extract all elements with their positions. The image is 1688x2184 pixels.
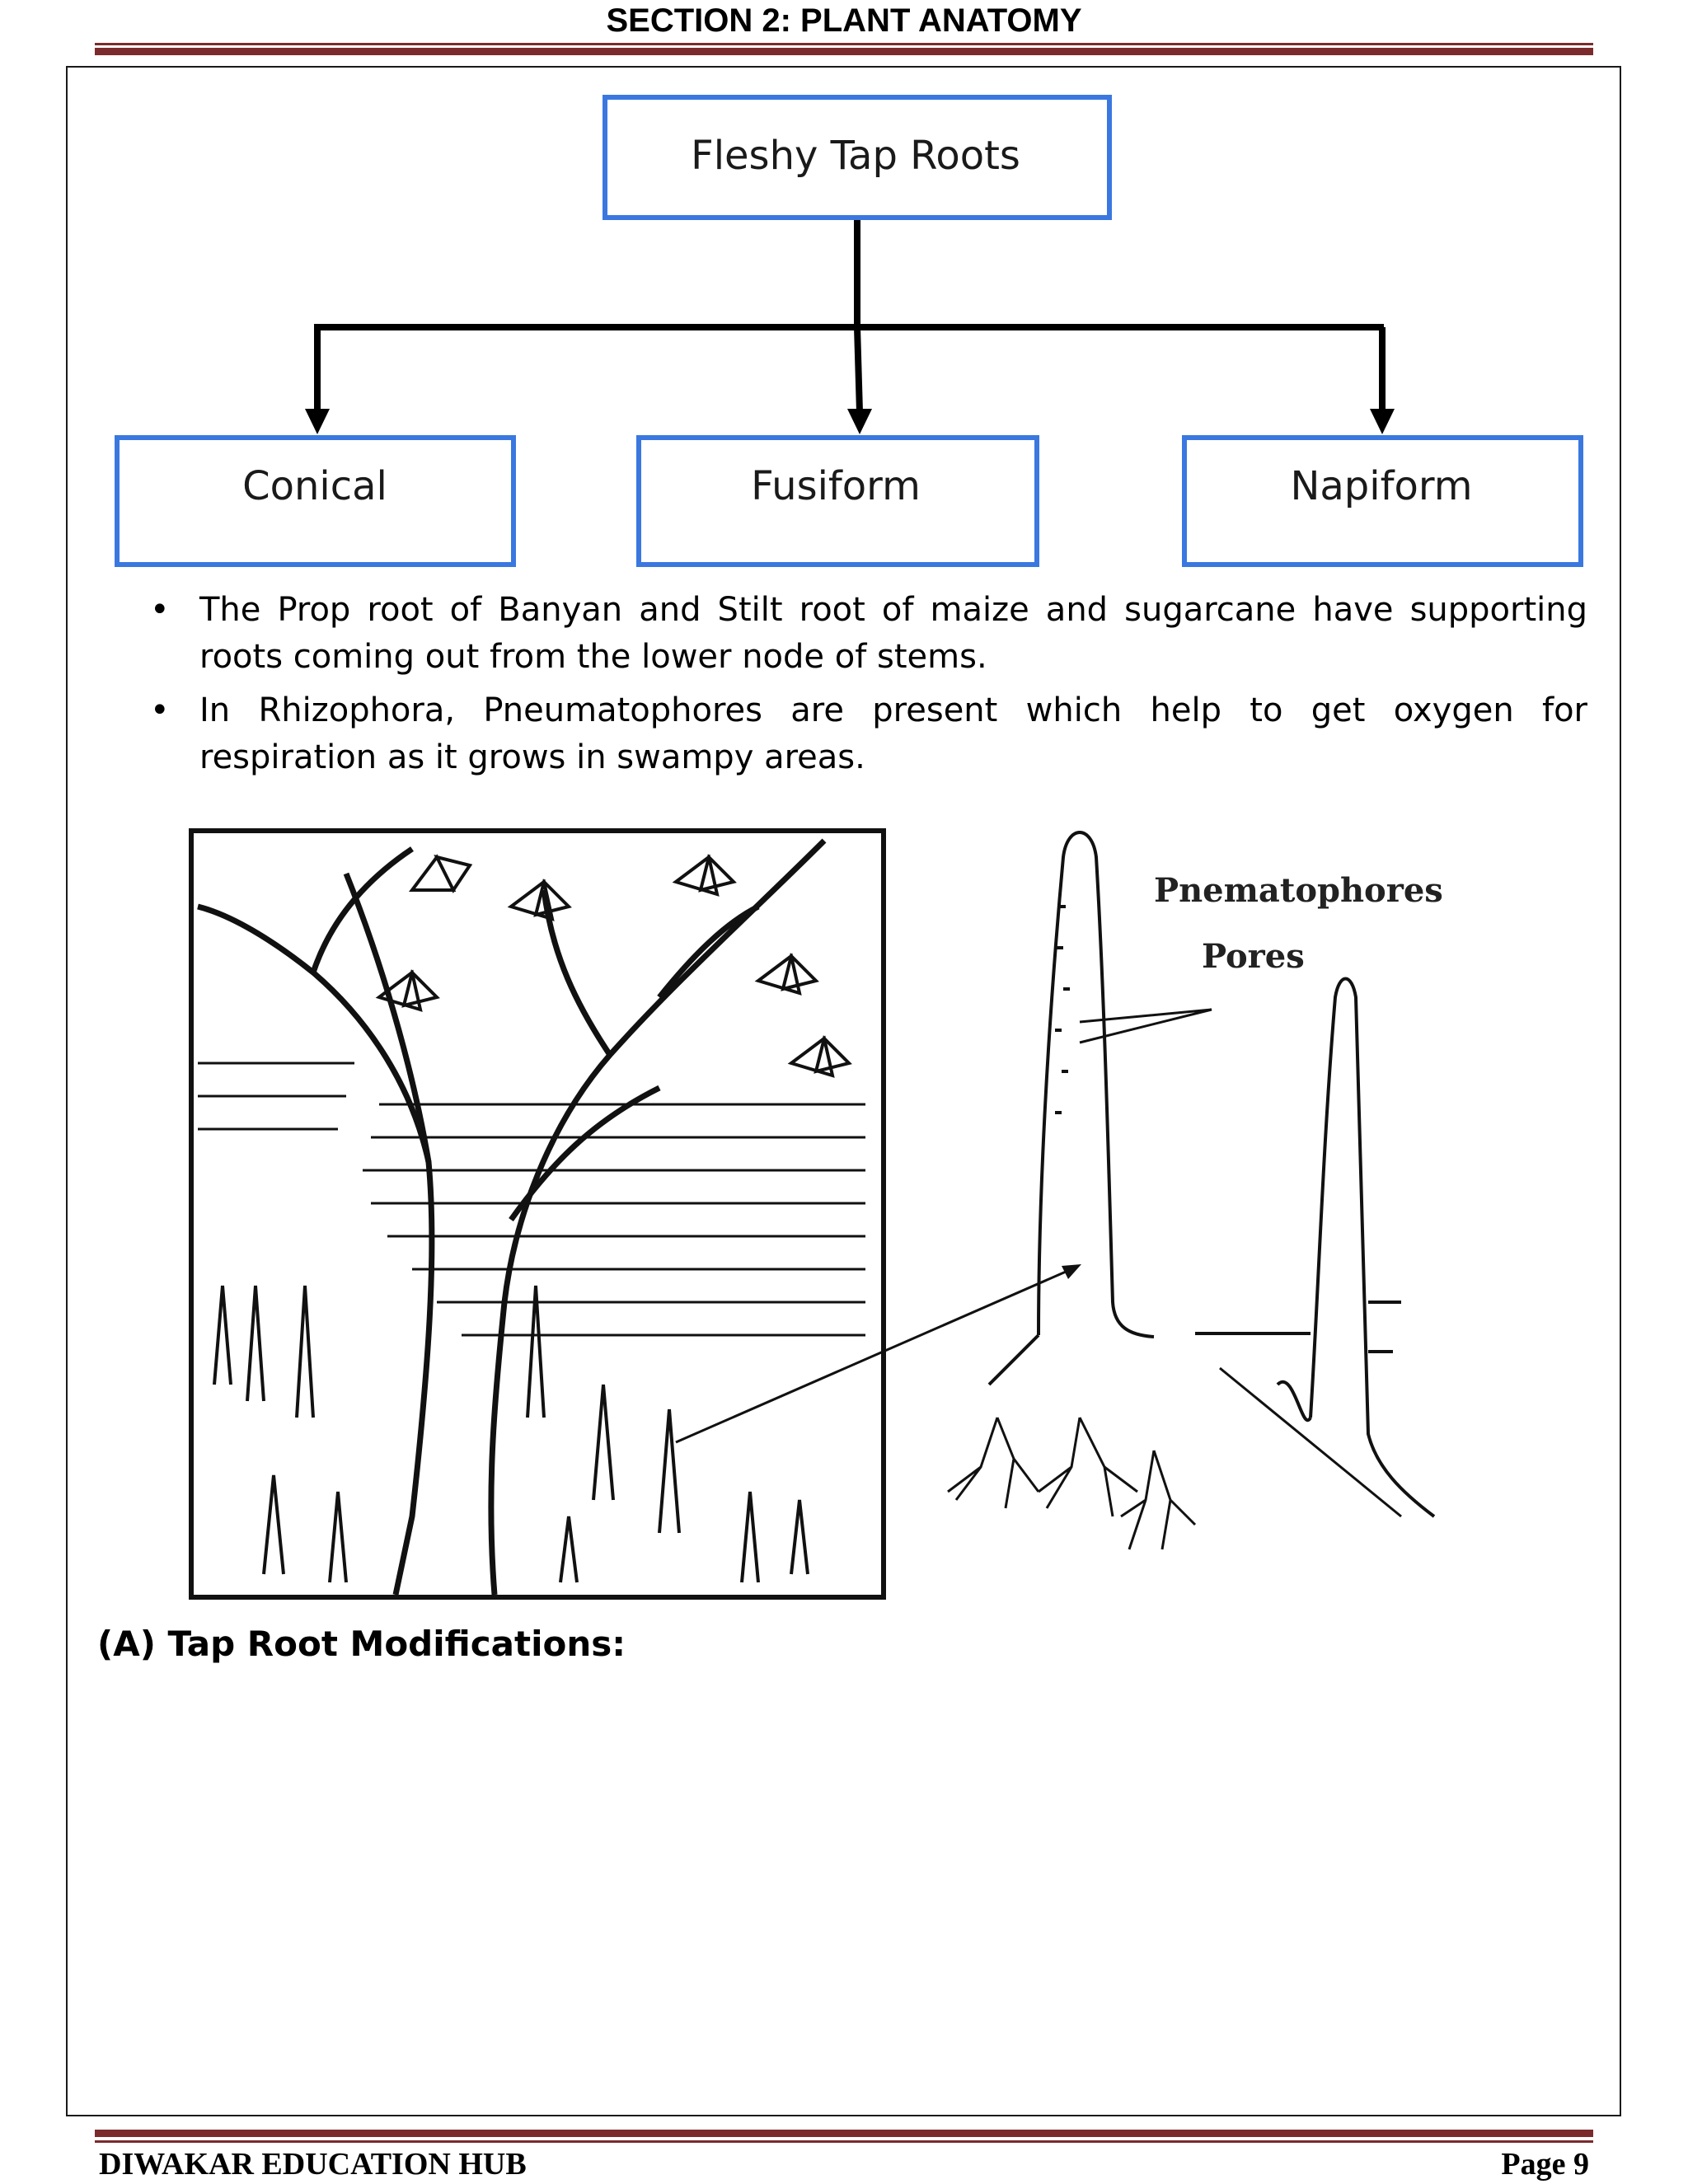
- connector-fusiform: [857, 327, 860, 412]
- bullet-dot: •: [150, 691, 170, 729]
- label-pneumatophores: Pnematophores: [1154, 871, 1443, 910]
- node-label-root: Fleshy Tap Roots: [691, 133, 1020, 179]
- label-pores: Pores: [1202, 937, 1305, 976]
- bullet-item: [132, 687, 1587, 781]
- node-label-fusiform: Fusiform: [751, 463, 921, 509]
- bullet-item: [132, 587, 1587, 681]
- page-number: Page 9: [1501, 2147, 1589, 2182]
- arrowhead-fusiform: [847, 409, 872, 434]
- footer-publisher: DIWAKAR EDUCATION HUB: [99, 2147, 527, 2182]
- rhizophora-illustration: [165, 791, 1467, 1615]
- fleshy-tap-roots-chart: [0, 0, 1688, 577]
- bullet-text: The Prop root of Banyan and Stilt root of maize and sugarcane have supporting roots coming out from the lower node of stems.: [199, 591, 1587, 676]
- footer-rule-thin: [95, 2140, 1593, 2143]
- node-label-napiform: Napiform: [1290, 463, 1473, 509]
- bullet-dot: •: [150, 591, 170, 629]
- page-title: SECTION 2: PLANT ANATOMY: [606, 2, 1082, 39]
- mangrove-tree-drawing: [191, 831, 1081, 1597]
- node-label-conical: Conical: [242, 463, 387, 509]
- arrowhead-napiform: [1370, 409, 1395, 434]
- section-heading: (A) Tap Root Modifications:: [97, 1624, 626, 1664]
- arrowhead-conical: [305, 409, 330, 434]
- footer-rule-thick: [95, 2130, 1593, 2137]
- pneumatophore-detail-drawing: [948, 832, 1434, 1549]
- bullet-text: In Rhizophora, Pneumatophores are present which help to get oxygen for respiration as it grows in swampy areas.: [199, 691, 1587, 776]
- bullet-list: [132, 587, 1587, 788]
